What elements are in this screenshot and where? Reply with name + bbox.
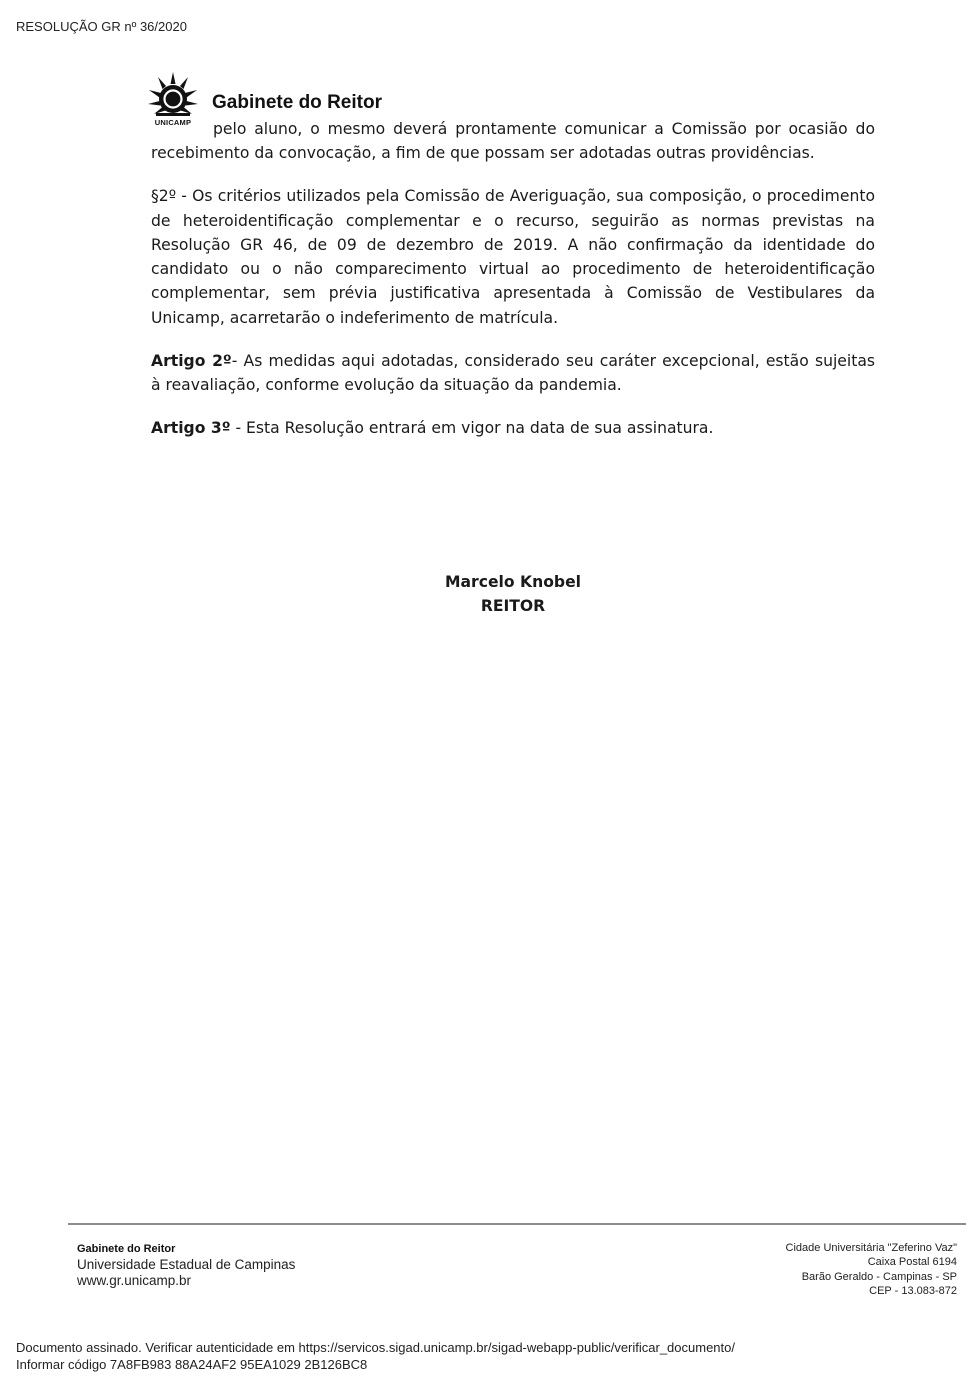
footer-website: www.gr.unicamp.br <box>77 1273 192 1289</box>
article-3-label: Artigo 3º <box>151 419 231 438</box>
article-2 <box>151 349 875 398</box>
verification-code: Informar código 7A8FB983 88A24AF2 95EA1029 2B126BC8 <box>16 1356 368 1372</box>
paragraph-section-2: §2º - Os critérios utilizados pela Comissão de Averiguação, sua composição, o procedimento de heteroidentificação complementar e o recurso, seguirão as normas previstas na Resolução GR 46, de 09 de dezembro de 2019. A não confirmação da identidade do candidato ou o não comparecimento virtual ao procedimento de heteroidentificação complementar, sem prévia justificativa apresentada à Comissão de Vestibulares da Unicamp, acarretarão o indeferimento de matrícula. <box>151 187 875 327</box>
document-body <box>151 117 875 440</box>
office-title: Gabinete do Reitor <box>212 92 382 113</box>
verification-notice <box>16 1340 735 1373</box>
signatory-name: Marcelo Knobel <box>444 573 582 591</box>
footer-university: Universidade Estadual de Campinas <box>77 1257 296 1273</box>
unicamp-emblem-icon <box>146 70 200 120</box>
footer-address-line-2: Caixa Postal 6194 <box>867 1256 957 1269</box>
document-reference: RESOLUÇÃO GR nº 36/2020 <box>16 19 187 34</box>
footer-left <box>77 1241 295 1290</box>
footer-office-title: Gabinete do Reitor <box>77 1243 176 1255</box>
article-3 <box>151 416 875 440</box>
footer-address-line-1: Cidade Universitária "Zeferino Vaz" <box>785 1242 957 1254</box>
footer-address-line-3: Barão Geraldo - Campinas - SP <box>801 1270 957 1283</box>
article-3-text: - Esta Resolução entrará em vigor na data de sua assinatura. <box>230 419 714 438</box>
logo-wordmark: UNICAMP <box>154 118 192 127</box>
verification-line-1: Documento assinado. Verificar autenticidade em https://servicos.sigad.unicamp.br/sigad-webapp-public/verificar_documento/ <box>16 1340 735 1355</box>
article-2-text: - As medidas aqui adotadas, considerado seu caráter excepcional, estão sujeitas à reavaliação, conforme evolução da situação da pandemia. <box>151 351 875 395</box>
footer-address <box>786 1241 957 1298</box>
article-2-label: Artigo 2º <box>151 351 232 370</box>
footer-address-line-4: CEP - 13.083-872 <box>869 1284 957 1297</box>
signatory-role: REITOR <box>480 597 546 616</box>
paragraph-continuation: pelo aluno, o mesmo deverá prontamente comunicar a Comissão por ocasião do recebimento da convocação, a fim de que possam ser adotadas outras providências. <box>151 120 875 163</box>
signature-block <box>150 570 876 619</box>
footer-divider <box>68 1223 966 1225</box>
